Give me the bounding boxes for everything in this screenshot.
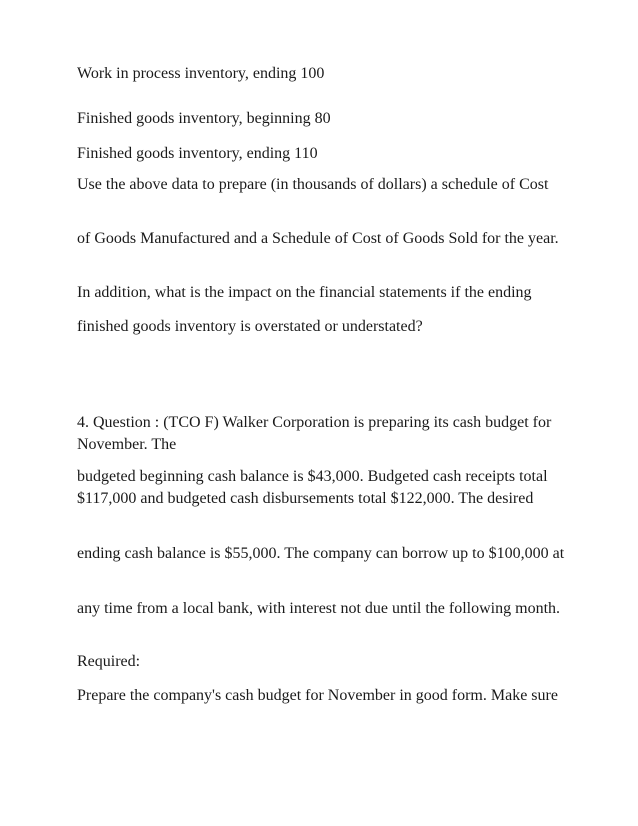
text-paragraph-ending-balance: ending cash balance is $55,000. The company can borrow up to $100,000 at xyxy=(77,545,565,562)
text-paragraph-borrowing: any time from a local bank, with interest not due until the following month. xyxy=(77,600,561,617)
text-line-impact-question-cont: finished goods inventory is overstated or understated? xyxy=(77,318,423,335)
text-line-required: Required: xyxy=(77,653,141,670)
text-paragraph-prepare: Prepare the company's cash budget for November in good form. Make sure xyxy=(77,687,558,704)
text-paragraph-instructions: Use the above data to prepare (in thousands of dollars) a schedule of Cost xyxy=(77,176,549,193)
text-paragraph-schedules: of Goods Manufactured and a Schedule of Cost of Goods Sold for the year. xyxy=(77,230,559,247)
text-paragraph-budget-figures: budgeted beginning cash balance is $43,000. Budgeted cash receipts total $117,000 and budgeted cash disbursements total $122,000. The desired xyxy=(77,468,548,507)
text-line-impact-question: In addition, what is the impact on the financial statements if the ending xyxy=(77,284,532,301)
text-line-fg-beginning: Finished goods inventory, beginning 80 xyxy=(77,110,331,127)
text-paragraph-question-4: 4. Question : (TCO F) Walker Corporation is preparing its cash budget for November. The xyxy=(77,414,552,453)
text-line-wip-ending: Work in process inventory, ending 100 xyxy=(77,65,325,82)
text-line-fg-ending: Finished goods inventory, ending 110 xyxy=(77,145,318,162)
